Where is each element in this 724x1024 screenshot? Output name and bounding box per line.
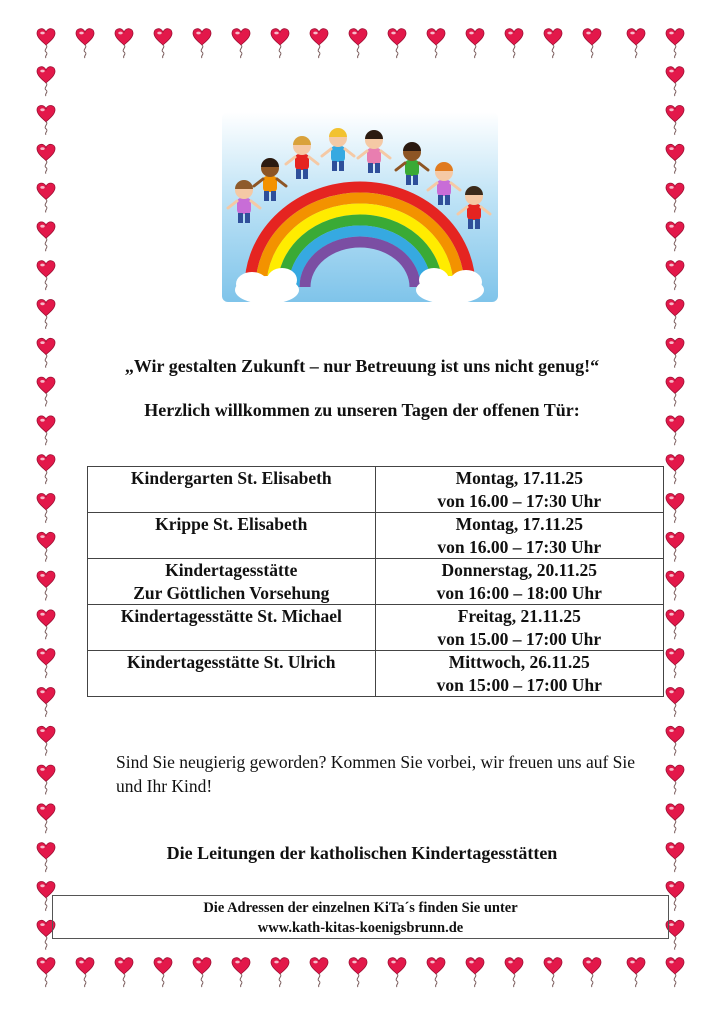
location-cell	[88, 651, 376, 697]
heart-balloon-icon	[583, 958, 601, 987]
heart-balloon-icon	[666, 455, 684, 484]
welcome-heading: Herzlich willkommen zu unseren Tagen der offenen Tür:	[144, 400, 580, 420]
heart-balloon-icon	[349, 29, 367, 58]
location-cell	[88, 467, 376, 513]
heart-balloon-icon	[37, 843, 55, 872]
open-day-schedule-table	[87, 466, 664, 697]
date-text: Montag, 17.11.25	[455, 514, 583, 534]
heart-balloon-icon	[115, 29, 133, 58]
date-text: Donnerstag, 20.11.25	[441, 560, 598, 580]
schedule-row	[88, 605, 664, 651]
heart-balloon-icon	[388, 958, 406, 987]
heart-balloon-icon	[666, 300, 684, 329]
time-text: von 15.00 – 17:00 Uhr	[437, 628, 602, 649]
heart-balloon-icon	[627, 29, 645, 58]
heart-balloon-icon	[37, 416, 55, 445]
heart-balloon-icon	[37, 67, 55, 96]
heart-balloon-icon	[666, 571, 684, 600]
heart-balloon-icon	[666, 67, 684, 96]
time-text: von 15:00 – 17:00 Uhr	[436, 674, 602, 695]
schedule-row	[88, 651, 664, 697]
time-text: von 16.00 – 17:30 Uhr	[437, 536, 602, 557]
address-note: Die Adressen der einzelnen KiTa´s finden Sie unter	[203, 900, 518, 916]
heart-balloon-icon	[310, 29, 328, 58]
heart-balloon-icon	[37, 261, 55, 290]
heart-balloon-icon	[37, 222, 55, 251]
heart-balloon-icon	[37, 455, 55, 484]
heart-balloon-icon	[271, 958, 289, 987]
heart-balloon-icon	[666, 106, 684, 135]
heart-balloon-icon	[115, 958, 133, 987]
heart-balloon-icon	[666, 804, 684, 833]
heart-balloon-icon	[666, 338, 684, 367]
heart-balloon-icon	[505, 29, 523, 58]
heart-balloon-icon	[232, 29, 250, 58]
rainbow-illustration	[222, 112, 498, 302]
heart-balloon-icon	[37, 958, 55, 987]
date-time-cell	[375, 559, 663, 605]
heart-balloon-icon	[466, 29, 484, 58]
heart-balloon-icon	[666, 183, 684, 212]
heart-balloon-icon	[666, 377, 684, 406]
heart-balloon-icon	[37, 804, 55, 833]
location-cell	[88, 559, 376, 605]
location-name: Krippe St. Elisabeth	[155, 514, 308, 534]
heart-balloon-icon	[37, 300, 55, 329]
slogan-heading: „Wir gestalten Zukunft – nur Betreuung ist uns nicht genug!“	[124, 356, 600, 376]
heart-balloon-icon	[427, 29, 445, 58]
heart-balloon-icon	[37, 29, 55, 58]
heart-balloon-icon	[666, 416, 684, 445]
heart-balloon-icon	[505, 958, 523, 987]
heart-balloon-icon	[666, 532, 684, 561]
location-name: Kindertagesstätte St. Michael	[120, 606, 342, 626]
heart-balloon-icon	[37, 610, 55, 639]
heart-balloon-icon	[666, 726, 684, 755]
invitation-text: Sind Sie neugierig geworden? Kommen Sie vorbei, wir freuen uns auf Sie und Ihr Kind!	[116, 752, 636, 796]
heart-balloon-icon	[666, 494, 684, 523]
heart-balloon-icon	[666, 144, 684, 173]
date-text: Montag, 17.11.25	[455, 468, 583, 488]
website-link[interactable]: www.kath-kitas-koenigsbrunn.de	[257, 920, 464, 936]
time-text: von 16:00 – 18:00 Uhr	[436, 582, 602, 603]
location-cell	[88, 513, 376, 559]
address-info-box	[52, 895, 669, 939]
heart-balloon-icon	[37, 183, 55, 212]
heart-balloon-icon	[37, 765, 55, 794]
heart-balloon-icon	[666, 222, 684, 251]
heart-balloon-icon	[544, 958, 562, 987]
heart-balloon-icon	[271, 29, 289, 58]
heart-balloon-icon	[232, 958, 250, 987]
date-time-cell	[375, 605, 663, 651]
heart-balloon-icon	[627, 958, 645, 987]
heart-balloon-icon	[193, 29, 211, 58]
heart-balloon-icon	[37, 571, 55, 600]
heart-balloon-icon	[666, 958, 684, 987]
date-time-cell	[375, 513, 663, 559]
heart-balloon-icon	[310, 958, 328, 987]
schedule-row	[88, 467, 664, 513]
heart-balloon-icon	[76, 958, 94, 987]
heart-balloon-icon	[666, 688, 684, 717]
location-name: Kindertagesstätte St. Ulrich	[127, 652, 336, 672]
schedule-row	[88, 559, 664, 605]
date-text: Mittwoch, 26.11.25	[448, 652, 590, 672]
heart-balloon-icon	[666, 649, 684, 678]
heart-balloon-icon	[37, 144, 55, 173]
heart-balloon-icon	[427, 958, 445, 987]
heart-balloon-icon	[544, 29, 562, 58]
heart-balloon-icon	[193, 958, 211, 987]
heart-balloon-icon	[37, 494, 55, 523]
heart-balloon-icon	[666, 765, 684, 794]
heart-balloon-icon	[388, 29, 406, 58]
time-text: von 16.00 – 17:30 Uhr	[437, 490, 602, 511]
location-cell	[88, 605, 376, 651]
heart-balloon-icon	[666, 261, 684, 290]
location-name: Kindergarten St. Elisabeth	[130, 468, 332, 488]
heart-balloon-icon	[37, 726, 55, 755]
heart-balloon-icon	[666, 29, 684, 58]
signature-line: Die Leitungen der katholischen Kindertagesstätten	[166, 843, 558, 863]
location-name: Zur Göttlichen Vorsehung	[133, 582, 330, 603]
date-text: Freitag, 21.11.25	[457, 606, 581, 626]
heart-balloon-icon	[583, 29, 601, 58]
heart-balloon-icon	[37, 688, 55, 717]
heart-balloon-icon	[666, 843, 684, 872]
heart-balloon-icon	[76, 29, 94, 58]
heart-balloon-icon	[37, 532, 55, 561]
heart-balloon-icon	[154, 958, 172, 987]
heart-balloon-icon	[37, 338, 55, 367]
heart-balloon-icon	[37, 649, 55, 678]
heart-balloon-icon	[37, 106, 55, 135]
heart-balloon-icon	[37, 377, 55, 406]
heart-balloon-icon	[466, 958, 484, 987]
heart-balloon-icon	[666, 610, 684, 639]
heart-balloon-icon	[154, 29, 172, 58]
schedule-row	[88, 513, 664, 559]
date-time-cell	[375, 467, 663, 513]
date-time-cell	[375, 651, 663, 697]
heart-balloon-icon	[349, 958, 367, 987]
location-name: Kindertagesstätte	[165, 560, 298, 580]
